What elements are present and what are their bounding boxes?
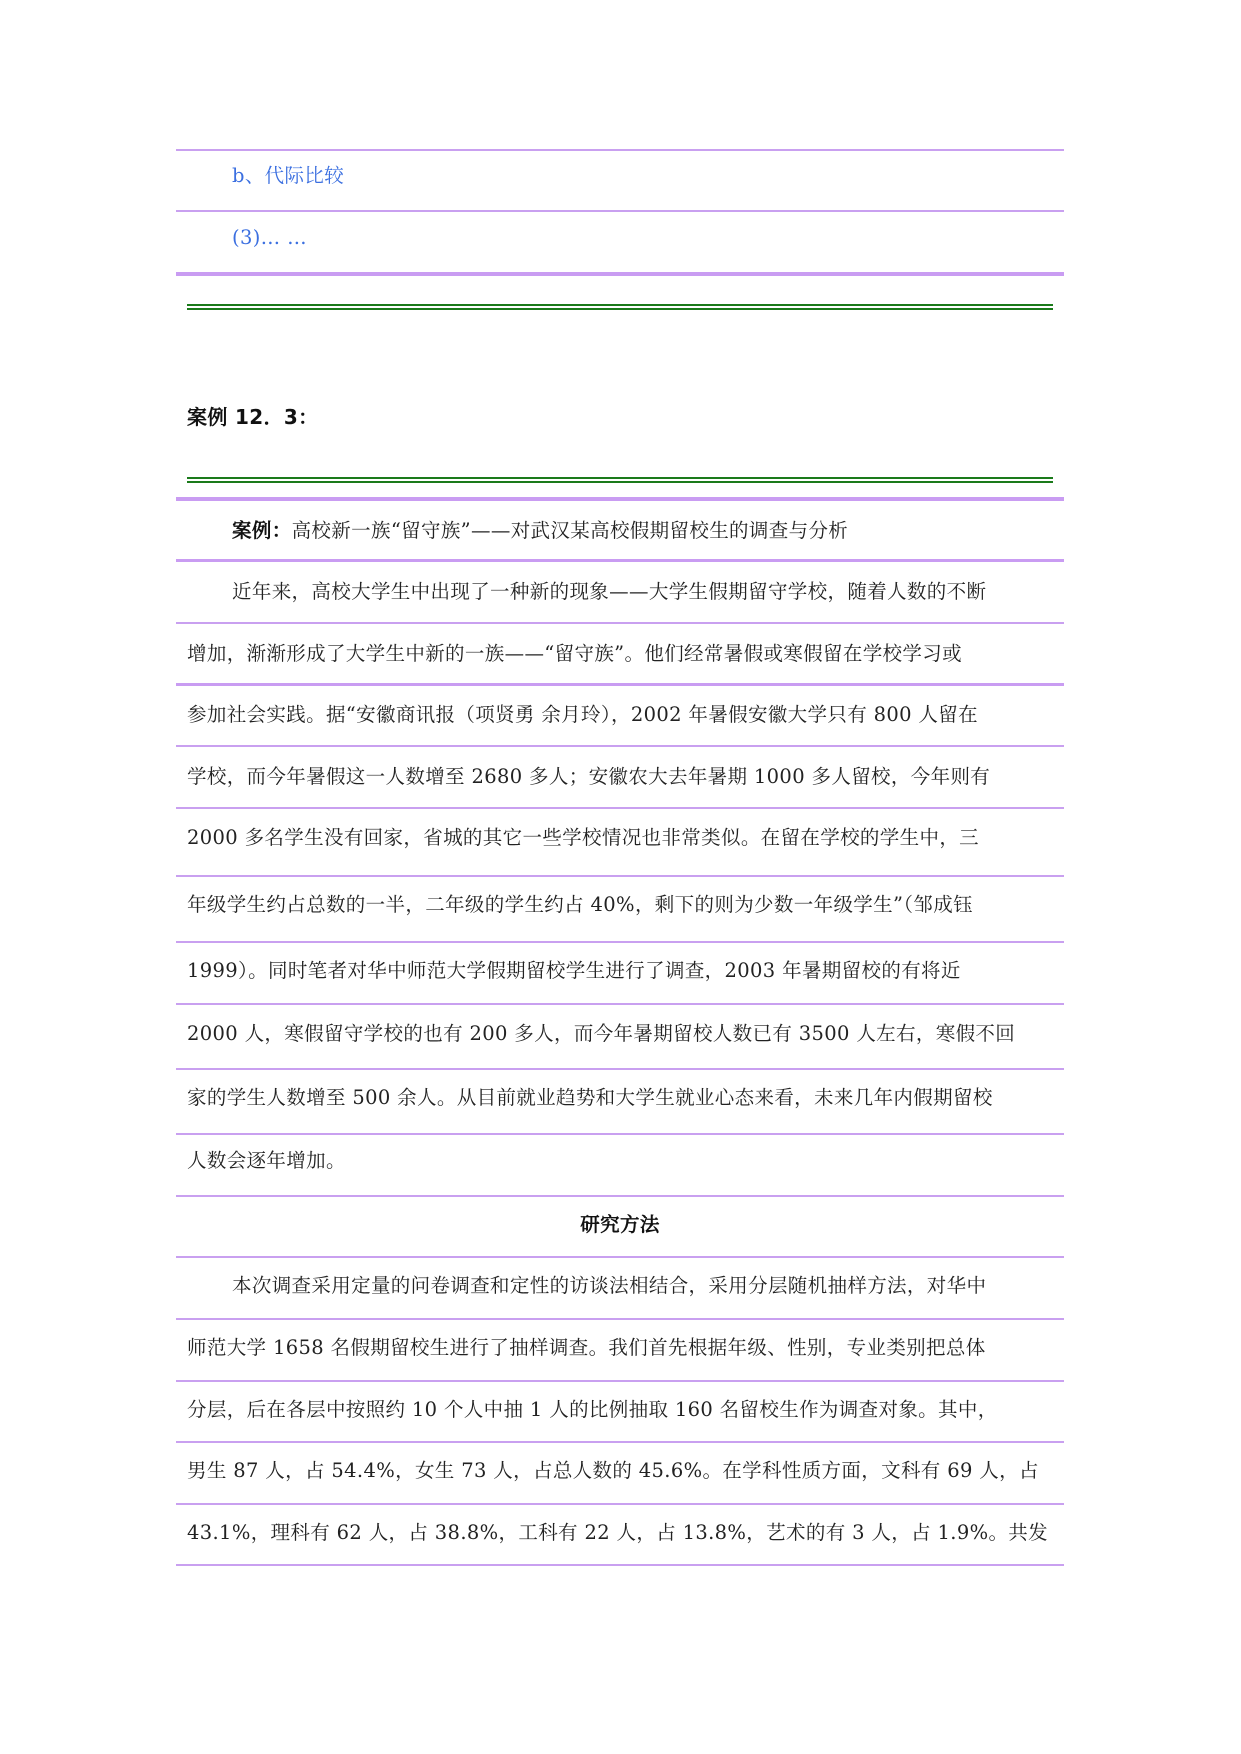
section-heading-method: 研究方法 [580, 1213, 660, 1236]
rule-line [176, 1256, 1064, 1258]
outline-item-3: (3)… … [232, 226, 307, 249]
rule-line [176, 1503, 1064, 1505]
rule-line [176, 1195, 1064, 1197]
paragraph-line: 学校，而今年暑假这一人数增至 2680 多人；安徽农大去年暑期 1000 多人留校，今年则有 [187, 765, 991, 788]
rule-line [176, 1441, 1064, 1443]
paragraph-line: 年级学生约占总数的一半，二年级的学生约占 40%，剩下的则为少数一年级学生”（邹成钰 [187, 893, 973, 916]
rule-line [176, 807, 1064, 809]
rule-line [176, 559, 1064, 562]
outline-item-b: b、代际比较 [232, 164, 345, 187]
rule-line [176, 875, 1064, 877]
rule-line [176, 683, 1064, 686]
rule-line [176, 1380, 1064, 1382]
paragraph-line: 1999）。同时笔者对华中师范大学假期留校学生进行了调查，2003 年暑期留校的有将近 [187, 959, 961, 982]
rule-line [176, 745, 1064, 747]
paragraph-line: 近年来，高校大学生中出现了一种新的现象——大学生假期留守学校，随着人数的不断 [232, 580, 987, 603]
rule-line [176, 210, 1064, 212]
green-double-rule [187, 477, 1053, 483]
rule-line [176, 1318, 1064, 1320]
rule-line [176, 1133, 1064, 1135]
section-divider [176, 272, 1064, 276]
rule-line [176, 941, 1064, 943]
paragraph-line: 人数会逐年增加。 [187, 1149, 346, 1172]
green-double-rule [187, 304, 1053, 310]
paragraph-line: 家的学生人数增至 500 余人。从目前就业趋势和大学生就业心态来看，未来几年内假期留校 [187, 1086, 993, 1109]
case-heading: 案例 12．3： [187, 405, 319, 429]
paragraph-line: 分层，后在各层中按照约 10 个人中抽 1 人的比例抽取 160 名留校生作为调查对象。其中， [187, 1398, 998, 1421]
rule-line [176, 1068, 1064, 1070]
rule-line [176, 622, 1064, 624]
paragraph-line: 2000 人，寒假留守学校的也有 200 多人，而今年暑期留校人数已有 3500 人左右，寒假不回 [187, 1022, 1016, 1045]
paragraph-line: 本次调查采用定量的问卷调查和定性的访谈法相结合，采用分层随机抽样方法，对华中 [232, 1274, 987, 1297]
paragraph-line: 增加，渐渐形成了大学生中新的一族——“留守族”。他们经常暑假或寒假留在学校学习或 [187, 642, 962, 665]
paragraph-line: 师范大学 1658 名假期留校生进行了抽样调查。我们首先根据年级、性别，专业类别把总体 [187, 1336, 986, 1359]
paragraph-line: 43.1%，理科有 62 人，占 38.8%，工科有 22 人，占 13.8%，艺术的有 3 人，占 1.9%。共发 [187, 1521, 1048, 1544]
case-title-label: 案例： [232, 519, 292, 542]
paragraph-line: 参加社会实践。据“安徽商讯报（项贤勇 余月玲），2002 年暑假安徽大学只有 800 人留在 [187, 703, 978, 726]
rule-line [176, 149, 1064, 151]
case-title-text: 高校新一族“留守族”——对武汉某高校假期留校生的调查与分析 [291, 519, 849, 542]
paragraph-line: 2000 多名学生没有回家，省城的其它一些学校情况也非常类似。在留在学校的学生中，三 [187, 826, 980, 849]
rule-line [176, 1003, 1064, 1005]
section-divider [176, 497, 1064, 501]
paragraph-line: 男生 87 人，占 54.4%，女生 73 人，占总人数的 45.6%。在学科性质方面，文科有 69 人，占 [187, 1459, 1039, 1482]
case-title [232, 519, 1057, 543]
rule-line [176, 1564, 1064, 1566]
